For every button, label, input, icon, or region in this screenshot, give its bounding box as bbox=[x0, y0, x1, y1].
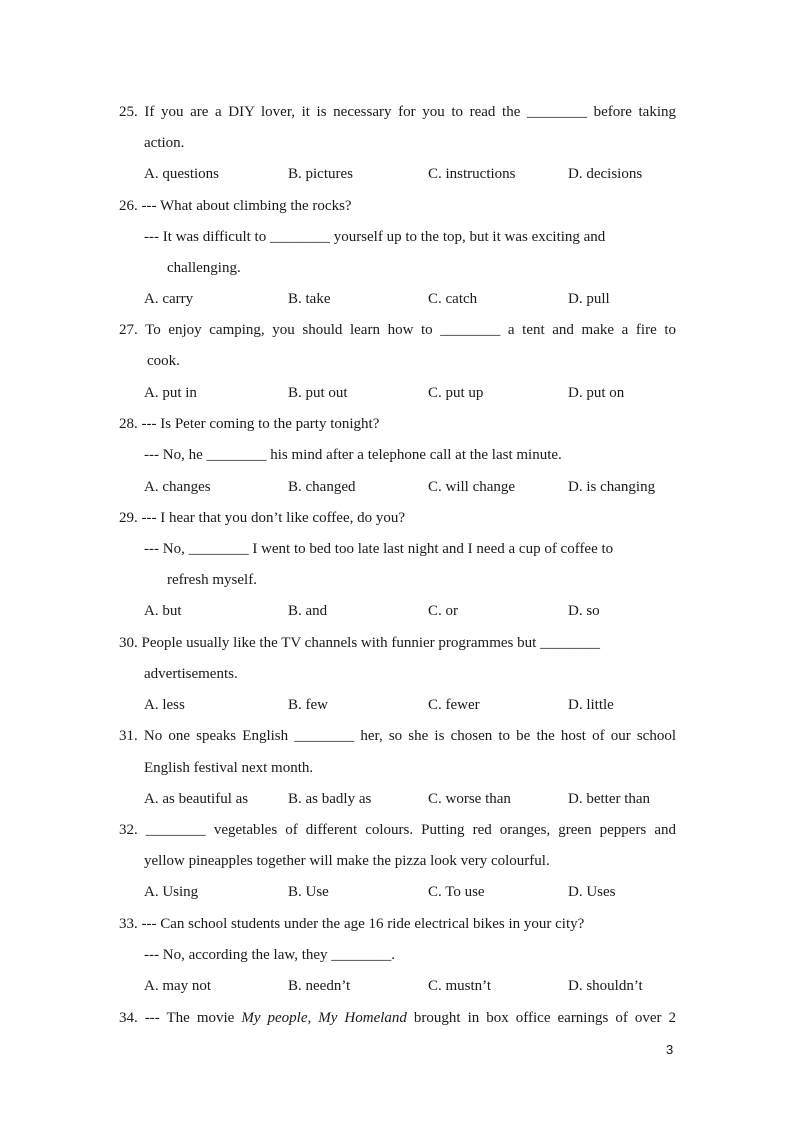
question-33-line-2: --- No, according the law, they ________. bbox=[144, 947, 396, 963]
question-27-option-b: B. put out bbox=[288, 385, 348, 401]
question-30-line-1: 30. People usually like the TV channels with funnier programmes but ________ bbox=[119, 635, 601, 651]
question-25-line-2: action. bbox=[144, 135, 185, 151]
question-25-option-c: C. instructions bbox=[428, 166, 516, 182]
page-number: 3 bbox=[666, 1042, 674, 1057]
question-28-option-b: B. changed bbox=[288, 479, 356, 495]
question-32-line-2: yellow pineapples together will make the pizza look very colourful. bbox=[144, 853, 550, 869]
question-28-line-1: 28. --- Is Peter coming to the party tonight? bbox=[119, 416, 380, 432]
question-33-option-a: A. may not bbox=[144, 978, 212, 994]
question-30-option-d: D. little bbox=[568, 697, 614, 713]
question-30-line-2: advertisements. bbox=[144, 666, 238, 682]
question-30-option-c: C. fewer bbox=[428, 697, 480, 713]
question-31-line-1: 31. No one speaks English ________ her, so she is chosen to be the host of our school bbox=[119, 728, 676, 744]
question-29-option-d: D. so bbox=[568, 603, 600, 619]
question-34-suffix: brought in box office earnings of over 2 bbox=[406, 1010, 677, 1026]
question-29-option-b: B. and bbox=[288, 603, 328, 619]
question-30-option-a: A. less bbox=[144, 697, 185, 713]
question-26-option-a: A. carry bbox=[144, 291, 194, 307]
question-26-line-1: 26. --- What about climbing the rocks? bbox=[119, 198, 352, 214]
question-34-prefix: 34. --- The movie bbox=[119, 1010, 242, 1026]
question-29-line-2: --- No, ________ I went to bed too late last night and I need a cup of coffee to bbox=[144, 541, 614, 557]
question-33-line-1: 33. --- Can school students under the age 16 ride electrical bikes in your city? bbox=[119, 916, 585, 932]
question-30-option-b: B. few bbox=[288, 697, 328, 713]
question-33-option-c: C. mustn’t bbox=[428, 978, 492, 994]
question-29-line-3: refresh myself. bbox=[167, 572, 257, 588]
question-25-option-a: A. questions bbox=[144, 166, 219, 182]
question-29-option-c: C. or bbox=[428, 603, 458, 619]
question-26-option-c: C. catch bbox=[428, 291, 478, 307]
question-33-option-d: D. shouldn’t bbox=[568, 978, 643, 994]
question-26-line-3: challenging. bbox=[167, 260, 241, 276]
question-26-line-2: --- It was difficult to ________ yourself up to the top, but it was exciting and bbox=[144, 229, 606, 245]
question-32-option-d: D. Uses bbox=[568, 884, 616, 900]
question-27-option-a: A. put in bbox=[144, 385, 197, 401]
question-33-option-b: B. needn’t bbox=[288, 978, 351, 994]
question-28-option-d: D. is changing bbox=[568, 479, 656, 495]
question-29-line-1: 29. --- I hear that you don’t like coffee, do you? bbox=[119, 510, 406, 526]
question-31-option-b: B. as badly as bbox=[288, 791, 372, 807]
question-25-line-1: 25. If you are a DIY lover, it is necessary for you to read the ________ before taking bbox=[119, 104, 676, 120]
question-32-line-1: 32. ________ vegetables of different colours. Putting red oranges, green peppers and bbox=[119, 822, 676, 838]
question-34-line-1 bbox=[119, 1008, 676, 1028]
question-25-option-b: B. pictures bbox=[288, 166, 353, 182]
question-28-option-c: C. will change bbox=[428, 479, 516, 495]
question-26-option-b: B. take bbox=[288, 291, 331, 307]
question-27-line-2: cook. bbox=[147, 353, 180, 369]
movie-title: My people, My Homeland bbox=[241, 1010, 407, 1026]
question-28-option-a: A. changes bbox=[144, 479, 211, 495]
question-27-option-c: C. put up bbox=[428, 385, 484, 401]
question-26-option-d: D. pull bbox=[568, 291, 610, 307]
question-31-option-d: D. better than bbox=[568, 791, 651, 807]
question-31-line-2: English festival next month. bbox=[144, 760, 314, 776]
question-31-option-c: C. worse than bbox=[428, 791, 511, 807]
question-32-option-c: C. To use bbox=[428, 884, 485, 900]
question-29-option-a: A. but bbox=[144, 603, 182, 619]
question-32-option-a: A. Using bbox=[144, 884, 199, 900]
question-25-option-d: D. decisions bbox=[568, 166, 643, 182]
question-27-line-1: 27. To enjoy camping, you should learn how to ________ a tent and make a fire to bbox=[119, 322, 676, 338]
question-27-option-d: D. put on bbox=[568, 385, 625, 401]
question-32-option-b: B. Use bbox=[288, 884, 329, 900]
question-28-line-2: --- No, he ________ his mind after a telephone call at the last minute. bbox=[144, 447, 562, 463]
question-31-option-a: A. as beautiful as bbox=[144, 791, 249, 807]
